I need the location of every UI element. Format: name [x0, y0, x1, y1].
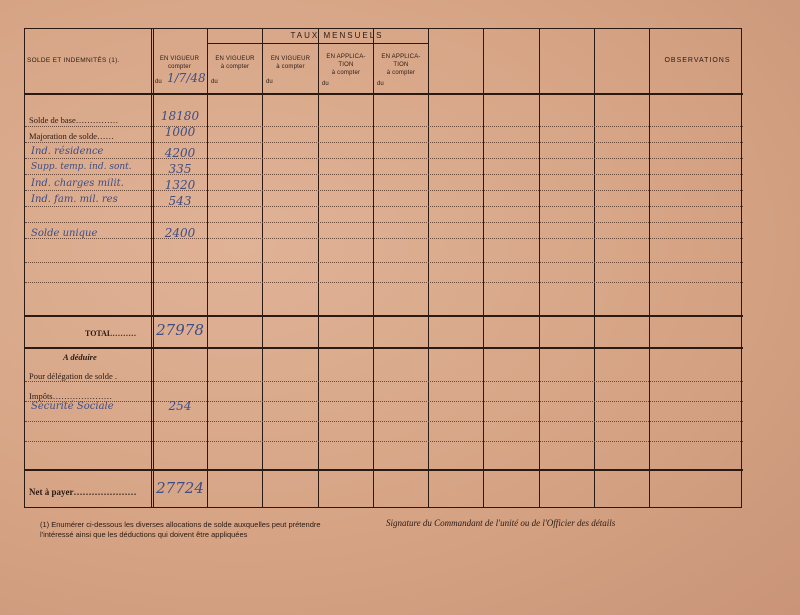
label-solde-base: Solde de base…………… — [29, 115, 119, 125]
col3-header — [263, 55, 318, 71]
row-line — [25, 174, 743, 175]
hand-label-ind-familiales: Ind. fam. mil. res — [31, 194, 118, 205]
label-net-a-payer: Net à payer………………… — [29, 487, 137, 497]
col1-header-line1: EN VIGUEUR — [159, 56, 200, 62]
value-total: 27978 — [156, 321, 204, 339]
value-majoration: 1000 — [164, 125, 196, 139]
col-divider — [318, 29, 319, 507]
label-impots: Impôts………………… — [29, 391, 113, 401]
col2-du: du — [211, 79, 218, 85]
taux-mensuels-title: TAUX MENSUELS — [290, 31, 384, 40]
row-line — [25, 190, 743, 191]
row-line — [25, 262, 743, 263]
col5-header-line3: à compter — [386, 70, 416, 76]
row-line — [25, 441, 743, 442]
label-a-deduire: A déduire — [63, 352, 97, 362]
col1-header-line2: compter — [167, 64, 192, 70]
hand-label-solde-unique: Solde unique — [31, 228, 98, 239]
value-net-a-payer: 27724 — [156, 479, 204, 497]
col3-header-line2: à compter — [276, 64, 305, 70]
value-ind-residence: 4200 — [164, 146, 196, 160]
header-bottom-line — [25, 93, 743, 95]
col-divider — [483, 29, 484, 507]
signature-caption: Signature du Commandant de l'unité ou de l'Officier des détails — [386, 518, 616, 528]
row-line — [25, 126, 743, 127]
row-line — [25, 238, 743, 239]
col-divider — [594, 29, 595, 507]
col4-header-line1: EN APPLICA- — [326, 54, 366, 60]
row-line — [25, 158, 743, 159]
hand-label-securite-sociale: Sécurité Sociale — [31, 401, 114, 412]
deduction-total-line — [25, 469, 743, 471]
footnote: (1) Enumérer ci-dessous les diverses allocations de solde auxquelles peut prétendre l'intéressé ainsi que les déductions qui doivent être appliquées — [40, 520, 321, 539]
col-divider — [373, 29, 374, 507]
solde-indemnites-header: SOLDE ET INDEMNITÉS (1). — [27, 57, 120, 64]
observations-header: OBSERVATIONS — [664, 57, 731, 64]
value-solde-unique: 2400 — [164, 226, 196, 240]
col4-header — [319, 53, 373, 77]
col5-header — [374, 53, 428, 77]
col1-header — [152, 55, 207, 71]
col2-header — [208, 55, 262, 71]
row-line — [25, 421, 743, 422]
value-ind-charges: 1320 — [164, 178, 196, 192]
row-line — [25, 282, 743, 283]
col-divider — [207, 29, 208, 507]
row-line — [25, 206, 743, 207]
col5-du: du — [377, 81, 384, 87]
label-total: TOTAL……… — [85, 329, 137, 338]
label-delegation: Pour délégation de solde . — [29, 371, 118, 381]
col-divider — [262, 29, 263, 507]
row-line — [25, 381, 743, 382]
value-ind-familiales: 543 — [168, 194, 192, 208]
taux-underline — [207, 43, 428, 44]
col3-header-line1: EN VIGUEUR — [270, 56, 311, 62]
col5-header-line1: EN APPLICA- — [381, 54, 421, 60]
row-line — [25, 142, 743, 143]
col-divider — [151, 29, 154, 507]
value-solde-base: 18180 — [160, 109, 200, 123]
hand-label-ind-charges: Ind. charges milit. — [31, 178, 124, 189]
row-line — [25, 401, 743, 402]
col1-du: du — [155, 79, 162, 85]
label-majoration: Majoration de solde…… — [29, 131, 114, 141]
value-securite-sociale: 254 — [168, 399, 192, 413]
row-line — [25, 222, 743, 223]
col4-header-line2: TION — [338, 62, 354, 68]
col2-header-line2: à compter — [220, 64, 250, 70]
col1-date: 1/7/48 — [167, 71, 206, 85]
col2-header-line1: EN VIGUEUR — [215, 56, 255, 62]
hand-label-ind-residence: Ind. résidence — [31, 146, 104, 157]
col5-header-line2: TION — [393, 62, 409, 68]
value-supp-temp: 335 — [168, 162, 192, 176]
col4-header-line3: à compter — [331, 70, 361, 76]
col-divider — [649, 29, 650, 507]
col-divider — [428, 29, 429, 507]
pay-table — [24, 28, 742, 508]
subtotal-line — [25, 315, 743, 317]
col4-du: du — [322, 81, 329, 87]
col3-du: du — [266, 79, 273, 85]
hand-label-supp-temp: Supp. temp. ind. sont. — [31, 162, 132, 172]
col-divider — [539, 29, 540, 507]
total-line — [25, 347, 743, 349]
